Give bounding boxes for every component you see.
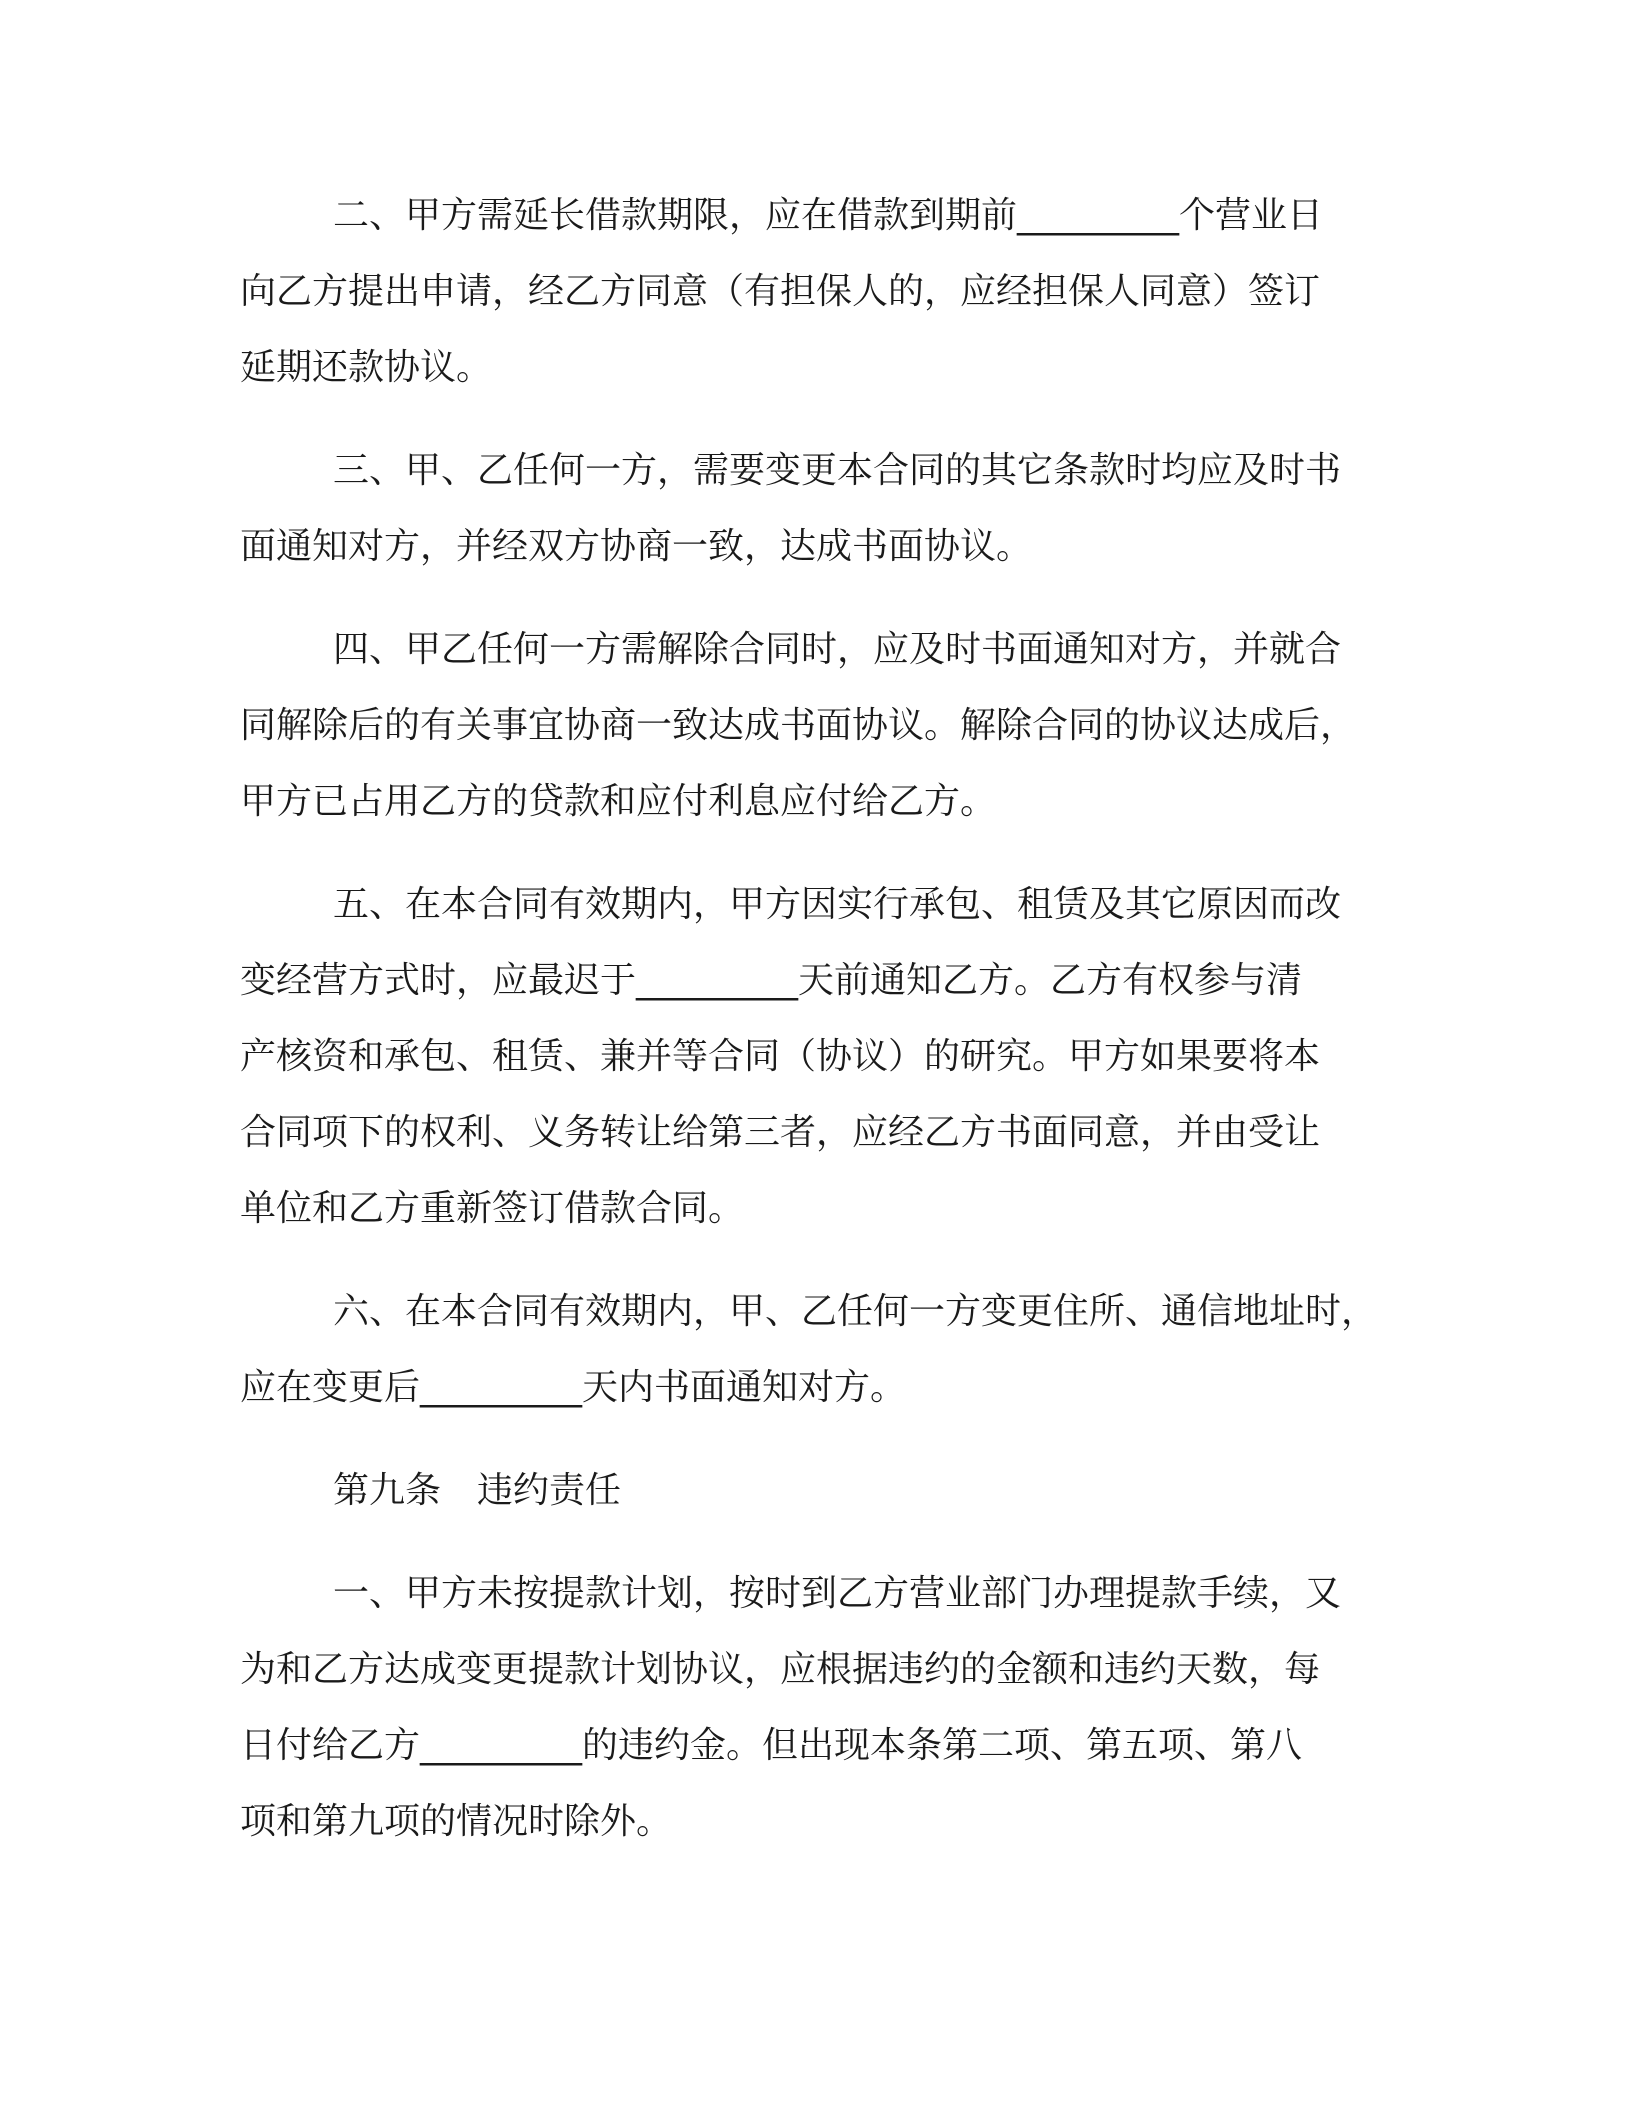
breach-1-line-1: 一、甲方未按提款计划，按时到乙方营业部门办理提款手续，又 (333, 1573, 1342, 1614)
clause-4-line-1: 四、甲乙任何一方需解除合同时，应及时书面通知对方，并就合 (333, 629, 1342, 670)
clause-5-line-3: 产核资和承包、租赁、兼并等合同（协议）的研究。甲方如果要将本 (240, 1036, 1321, 1077)
clause-2-line-3: 延期还款协议。 (240, 347, 493, 388)
breach-1-line-3: 日付给乙方_________的违约金。但出现本条第二项、第五项、第八 (240, 1725, 1303, 1766)
clause-4-line-2: 同解除后的有关事宜协商一致达成书面协议。解除合同的协议达成后， (240, 705, 1357, 746)
breach-1-line-2: 为和乙方达成变更提款计划协议，应根据违约的金额和违约天数，每 (240, 1649, 1321, 1690)
clause-4-line-3: 甲方已占用乙方的贷款和应付利息应付给乙方。 (240, 781, 997, 822)
article-9-heading: 第九条 违约责任 (333, 1470, 622, 1511)
clause-2-line-1: 二、甲方需延长借款期限，应在借款到期前_________个营业日 (333, 195, 1324, 236)
clause-5-line-2: 变经营方式时，应最迟于_________天前通知乙方。乙方有权参与清 (240, 960, 1303, 1001)
clause-3-line-2: 面通知对方，并经双方协商一致，达成书面协议。 (240, 526, 1033, 567)
clause-3-line-1: 三、甲、乙任何一方，需要变更本合同的其它条款时均应及时书 (333, 450, 1342, 491)
clause-5-line-1: 五、在本合同有效期内，甲方因实行承包、租赁及其它原因而改 (333, 884, 1342, 925)
clause-6-line-2: 应在变更后_________天内书面通知对方。 (240, 1367, 907, 1408)
clause-6-line-1: 六、在本合同有效期内，甲、乙任何一方变更住所、通信地址时， (333, 1291, 1378, 1332)
clause-5-line-5: 单位和乙方重新签订借款合同。 (240, 1188, 745, 1229)
clause-5-line-4: 合同项下的权利、义务转让给第三者，应经乙方书面同意，并由受让 (240, 1112, 1321, 1153)
clause-2-line-2: 向乙方提出申请，经乙方同意（有担保人的，应经担保人同意）签订 (240, 271, 1321, 312)
breach-1-line-4: 项和第九项的情况时除外。 (240, 1801, 673, 1842)
